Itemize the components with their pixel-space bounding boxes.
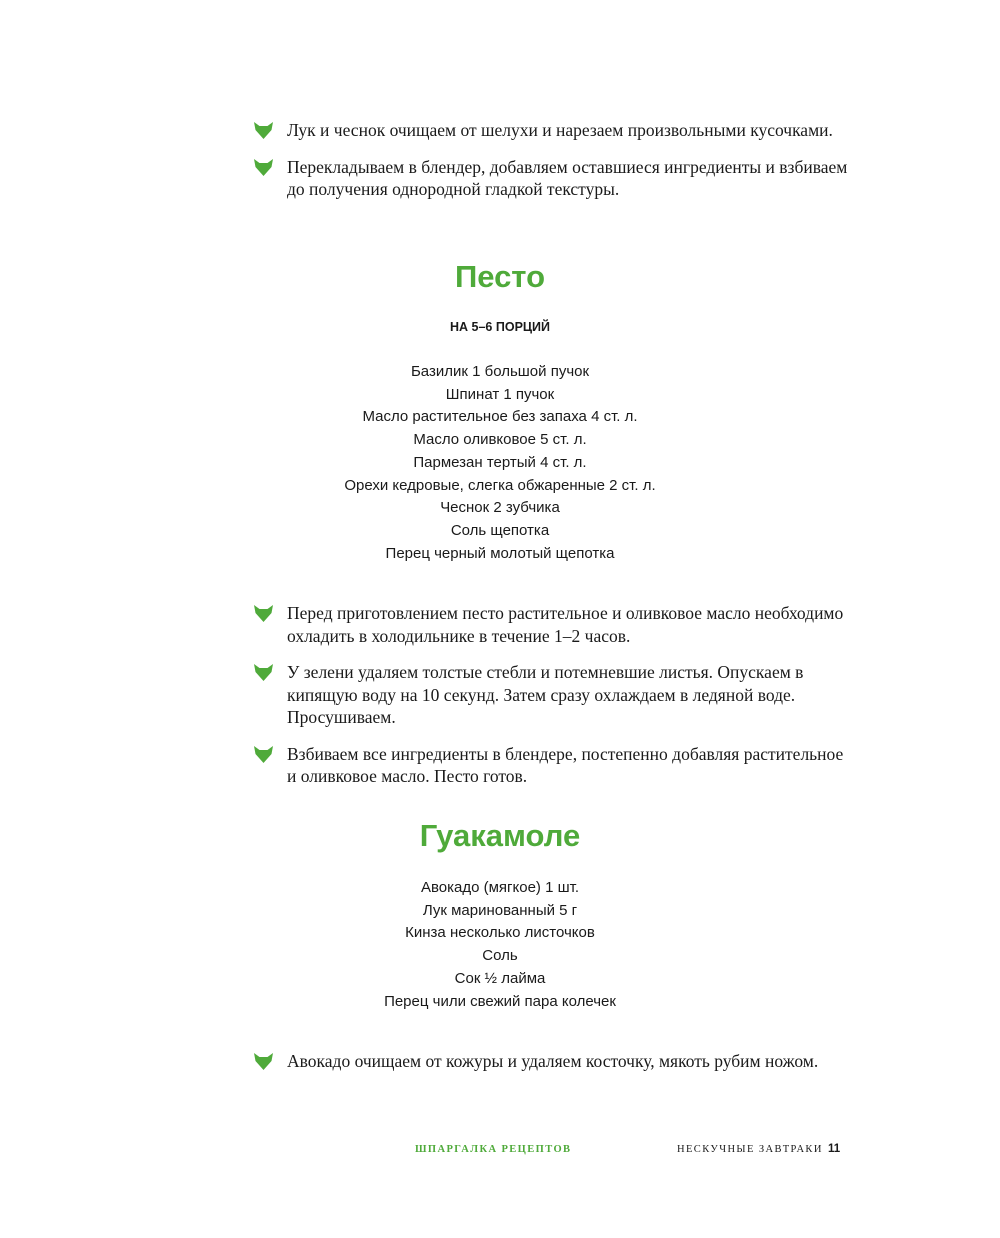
step-item: [254, 119, 854, 142]
ingredient-item: Масло оливковое 5 ст. л.: [413, 431, 587, 449]
fox-head-icon: [254, 1053, 273, 1070]
ingredient-item: Шпинат 1 пучок: [445, 385, 555, 403]
ingredient-item: Масло растительное без запаха 4 ст. л.: [362, 408, 638, 426]
guacamole-steps: [254, 1050, 854, 1087]
step-text: Перед приготовлением песто растительное и оливковое масло необходимо охладить в холодильнике в течение 1–2 часов.: [287, 603, 844, 646]
step-text: У зелени удаляем толстые стебли и потемневшие листья. Опускаем в кипящую воду на 10 секунд. Затем сразу охлаждаем в ледяной воде. Просушиваем.: [287, 662, 804, 727]
pesto-steps: [254, 602, 854, 802]
guacamole-ingredients: [0, 877, 1000, 1013]
step-text: Лук и чеснок очищаем от шелухи и нарезаем произвольными кусочками.: [287, 120, 833, 140]
ingredient-item: Соль: [482, 947, 518, 965]
steps-top: [254, 119, 854, 215]
ingredient-item: Орехи кедровые, слегка обжаренные 2 ст. л.: [344, 476, 656, 494]
step-item: [254, 661, 854, 729]
fox-head-icon: [254, 159, 273, 176]
step-item: [254, 1050, 854, 1073]
pesto-ingredients: [0, 361, 1000, 565]
fox-head-icon: [254, 605, 273, 622]
ingredient-item: Перец чили свежий пара колечек: [384, 992, 616, 1010]
fox-head-icon: [254, 746, 273, 763]
step-item: [254, 156, 854, 201]
step-text: Перекладываем в блендер, добавляем оставшиеся ингредиенты и взбиваем до получения однородной гладкой текстуры.: [287, 156, 848, 199]
ingredient-item: Пармезан тертый 4 ст. л.: [413, 453, 587, 471]
step-item: [254, 602, 854, 647]
pesto-portions: НА 5–6 ПОРЦИЙ: [450, 320, 550, 334]
pesto-title: Песто: [454, 259, 546, 294]
step-text: Авокадо очищаем от кожуры и удаляем косточку, мякоть рубим ножом.: [287, 1051, 819, 1071]
step-text: Взбиваем все ингредиенты в блендере, постепенно добавляя растительное и оливковое масло. Песто готов.: [287, 743, 844, 786]
ingredient-item: Авокадо (мягкое) 1 шт.: [420, 879, 580, 896]
ingredient-item: Сок ½ лайма: [454, 969, 546, 987]
ingredient-item: Лук маринованный 5 г: [422, 901, 578, 919]
guacamole-title: Гуакамоле: [419, 818, 581, 853]
ingredient-item: Кинза несколько листочков: [405, 924, 595, 942]
ingredient-item: Перец черный молотый щепотка: [385, 544, 615, 562]
page-number: 11: [828, 1143, 841, 1155]
ingredient-item: Базилик 1 большой пучок: [410, 363, 590, 380]
step-item: [254, 743, 854, 788]
fox-head-icon: [254, 664, 273, 681]
ingredient-item: Соль щепотка: [450, 521, 550, 539]
footer-section-title: ШПАРГАЛКА РЕЦЕПТОВ: [415, 1144, 572, 1155]
fox-head-icon: [254, 122, 273, 139]
footer-book-title: НЕСКУЧНЫЕ ЗАВТРАКИ: [677, 1144, 823, 1155]
ingredient-item: Чеснок 2 зубчика: [440, 499, 560, 517]
